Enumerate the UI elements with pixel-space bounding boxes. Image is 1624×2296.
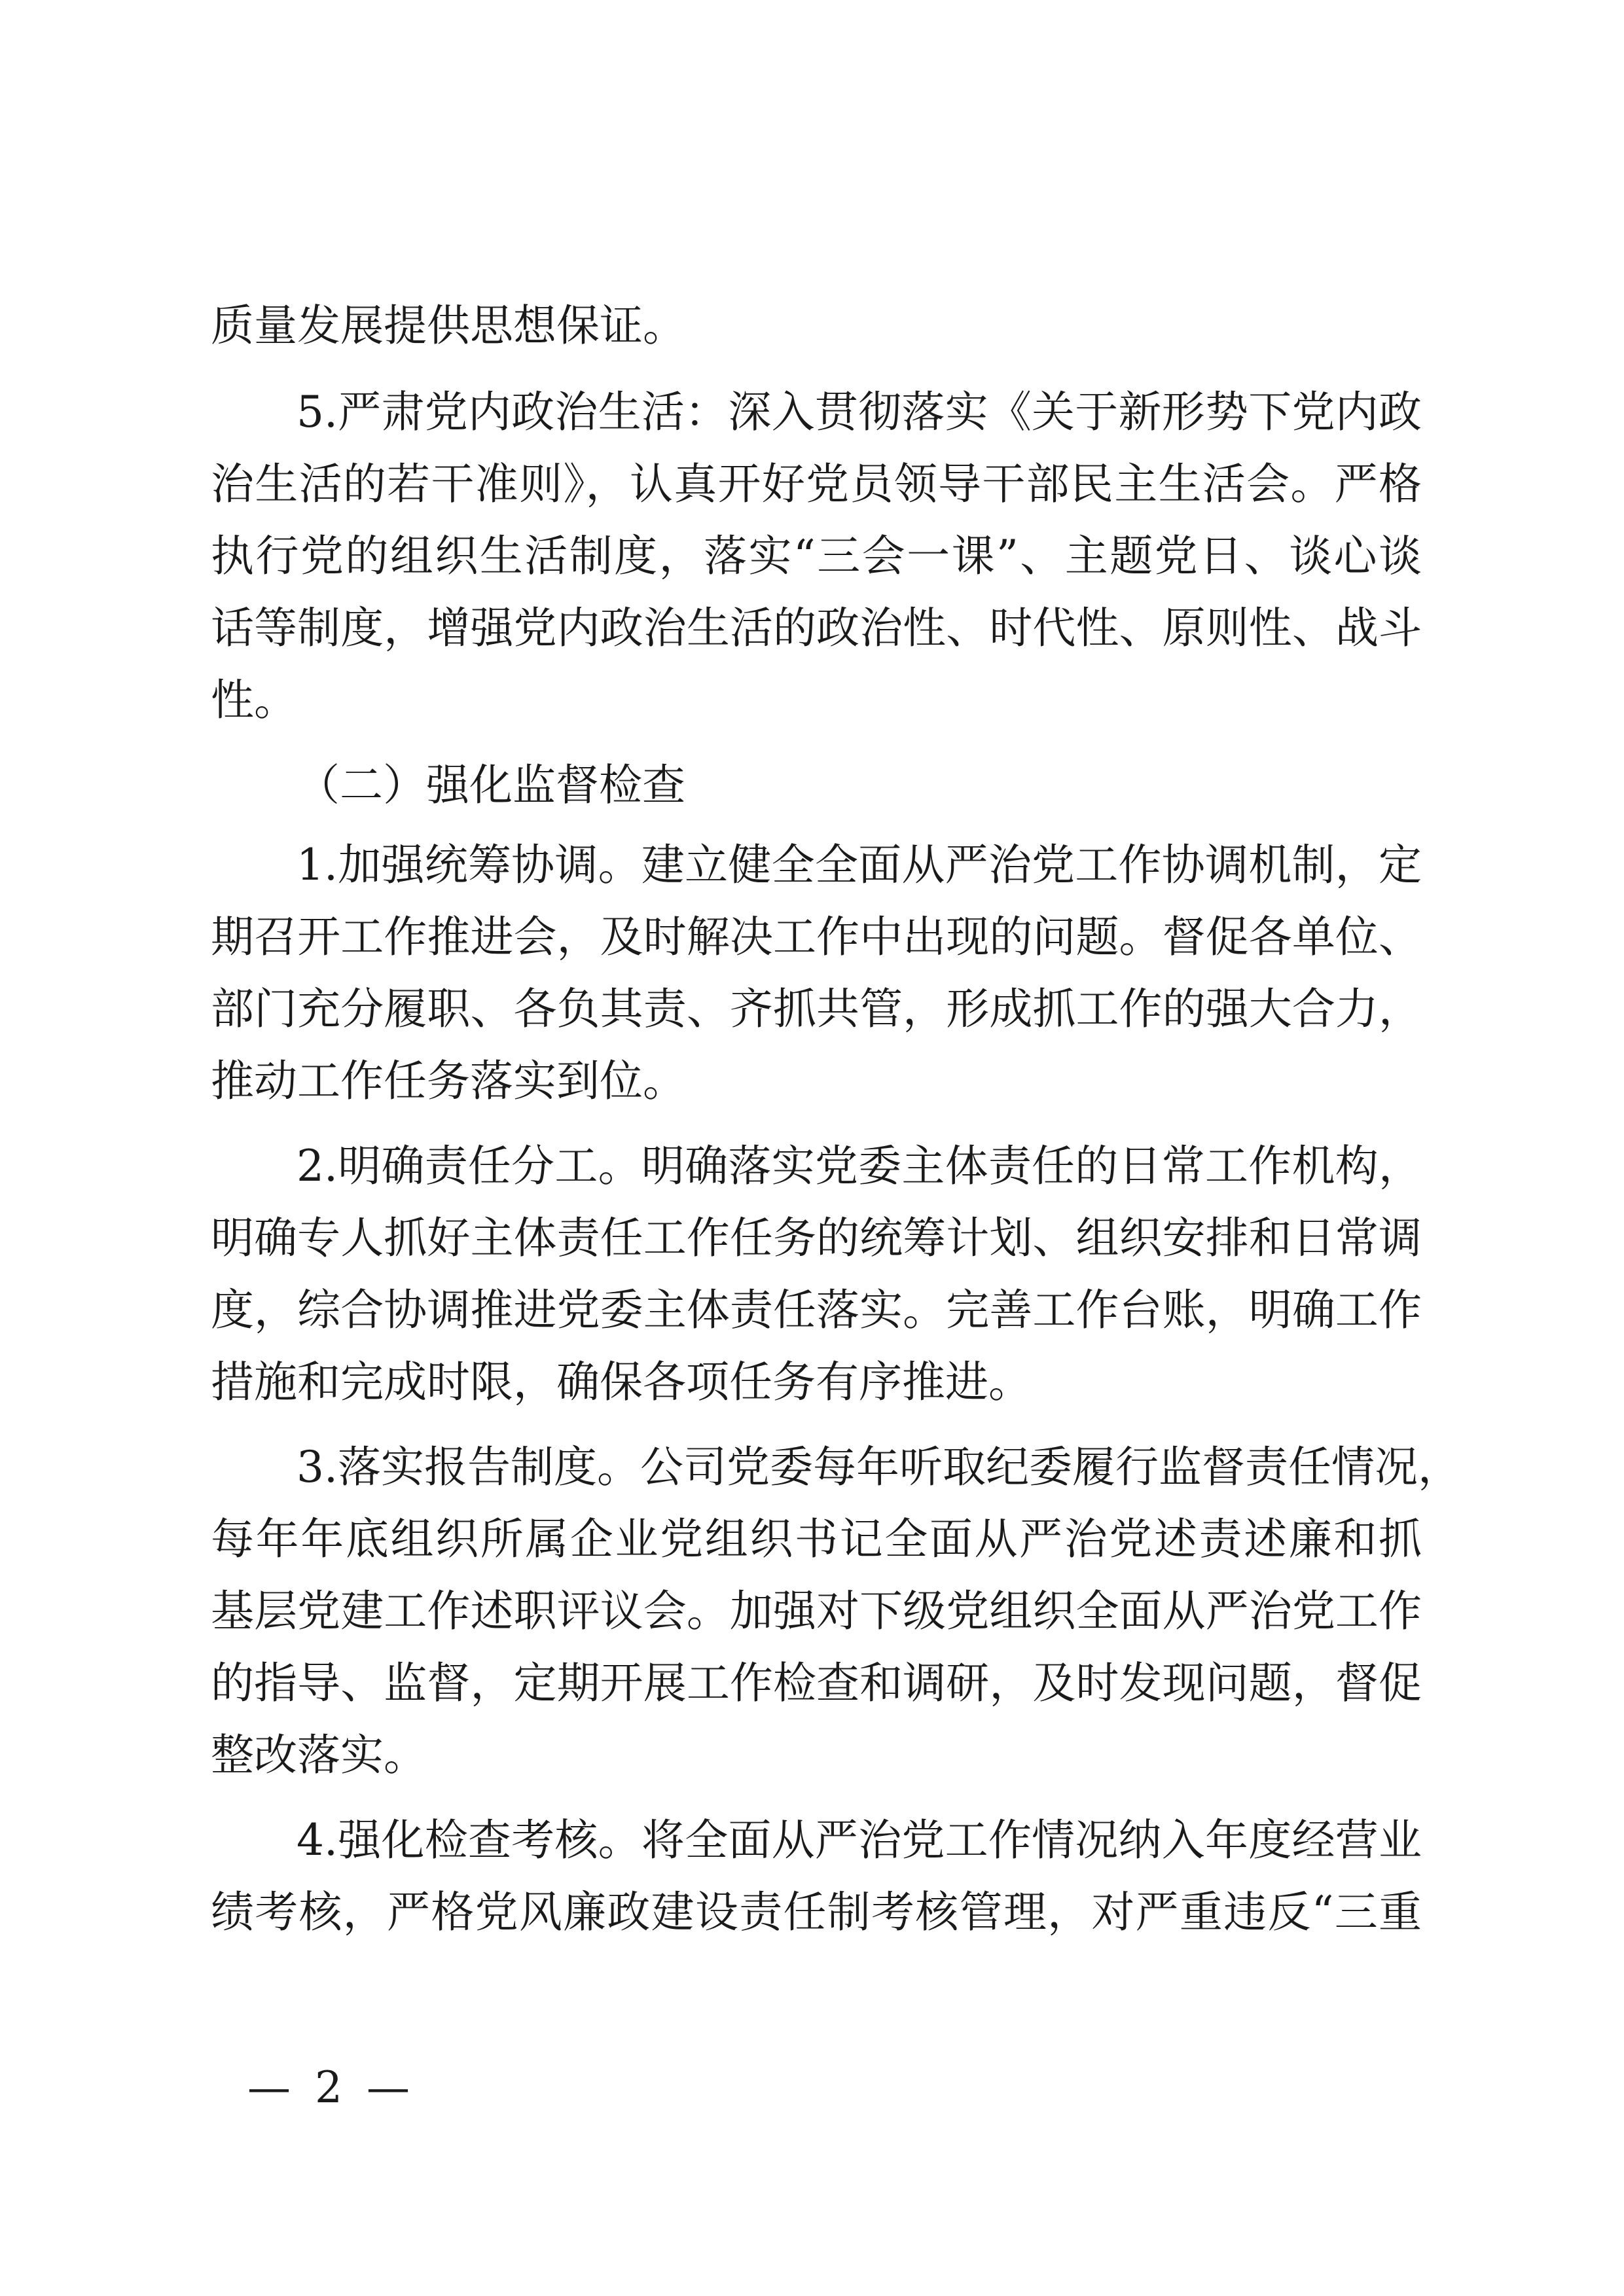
item5-line-3: 执行党的组织生活制度，落实“三会一课”、主题党日、谈心谈 [211, 531, 1422, 581]
s2-item3-line-4: 的指导、监督，定期开展工作检查和调研，及时发现问题，督促 [211, 1658, 1422, 1708]
s2-item2-line-4: 措施和完成时限，确保各项任务有序推进。 [211, 1357, 1032, 1407]
s2-item1-line-1: 1.加强统筹协调。建立健全全面从严治党工作协调机制，定 [297, 840, 1422, 890]
item5-line-2: 治生活的若干准则》，认真开好党员领导干部民主生活会。严格 [211, 459, 1422, 509]
s2-item1-line-3: 部门充分履职、各负其责、齐抓共管，形成抓工作的强大合力， [211, 984, 1422, 1034]
s2-item1-line-4: 推动工作任务落实到位。 [211, 1056, 686, 1106]
item5-line-4: 话等制度，增强党内政治生活的政治性、时代性、原则性、战斗 [211, 603, 1422, 653]
page-number: — 2 — [247, 2062, 415, 2113]
s2-item1-line-2: 期召开工作推进会，及时解决工作中出现的问题。督促各单位、 [211, 912, 1422, 962]
item5-line-1: 5.严肃党内政治生活：深入贯彻落实《关于新形势下党内政 [297, 387, 1422, 437]
s2-item2-line-1: 2.明确责任分工。明确落实党委主体责任的日常工作机构， [297, 1141, 1422, 1191]
section-heading: （二）强化监督检查 [297, 760, 685, 810]
s2-item2-line-2: 明确专人抓好主体责任工作任务的统筹计划、组织安排和日常调 [211, 1213, 1422, 1263]
s2-item4-line-2: 绩考核，严格党风廉政建设责任制考核管理，对严重违反“三重 [211, 1887, 1422, 1937]
s2-item3-line-1: 3.落实报告制度。公司党委每年听取纪委履行监督责任情况， [297, 1442, 1461, 1492]
item5-line-5: 性。 [211, 675, 297, 725]
s2-item3-line-2: 每年年底组织所属企业党组织书记全面从严治党述责述廉和抓 [211, 1514, 1422, 1564]
s2-item4-line-1: 4.强化检查考核。将全面从严治党工作情况纳入年度经营业 [297, 1815, 1422, 1865]
s2-item3-line-5: 整改落实。 [211, 1730, 427, 1780]
s2-item3-line-3: 基层党建工作述职评议会。加强对下级党组织全面从严治党工作 [211, 1586, 1422, 1636]
intro-line-1: 质量发展提供思想保证。 [211, 300, 686, 351]
s2-item2-line-3: 度，综合协调推进党委主体责任落实。完善工作台账，明确工作 [211, 1285, 1422, 1335]
